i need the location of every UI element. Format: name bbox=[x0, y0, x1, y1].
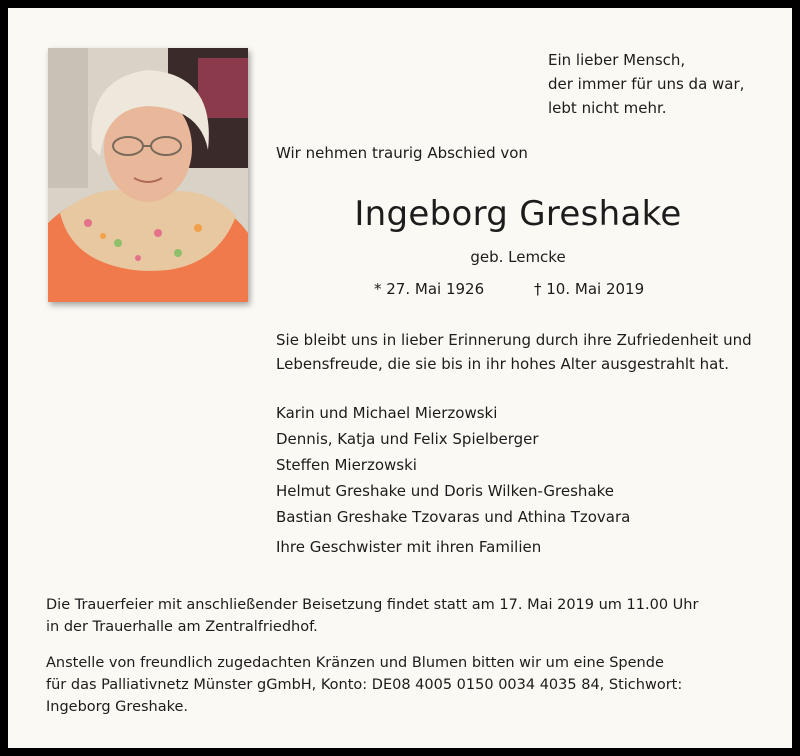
donation-line: für das Palliativnetz Münster gGmbH, Konto: DE08 4005 0150 0034 4035 84, Stichwort: bbox=[46, 677, 683, 693]
memory-text bbox=[276, 328, 776, 376]
donation-notice bbox=[46, 652, 766, 718]
family-member: Dennis, Katja und Felix Spielberger bbox=[276, 430, 539, 448]
family-member: Helmut Greshake und Doris Wilken-Greshake bbox=[276, 482, 615, 500]
donation-line: Anstelle von freundlich zugedachten Kränzen und Blumen bitten wir um eine Spende bbox=[46, 655, 664, 671]
donation-line: Ingeborg Greshake. bbox=[46, 699, 189, 715]
funeral-line: in der Trauerhalle am Zentralfriedhof. bbox=[46, 619, 318, 635]
maiden-name: geb. Lemcke bbox=[470, 248, 566, 266]
farewell-intro: Wir nehmen traurig Abschied von bbox=[276, 144, 528, 162]
birth-date: * 27. Mai 1926 bbox=[374, 280, 485, 298]
family-member: Steffen Mierzowski bbox=[276, 456, 417, 474]
family-member: Karin und Michael Mierzowski bbox=[276, 404, 498, 422]
motto-line: lebt nicht mehr. bbox=[548, 99, 667, 117]
portrait-illustration bbox=[48, 48, 248, 302]
portrait-photo bbox=[48, 48, 248, 302]
obituary-card bbox=[8, 8, 792, 748]
motto-verse bbox=[548, 48, 778, 120]
family-member: Bastian Greshake Tzovaras und Athina Tzovara bbox=[276, 508, 631, 526]
deceased-name: Ingeborg Greshake bbox=[354, 194, 682, 234]
motto-line: der immer für uns da war, bbox=[548, 75, 745, 93]
motto-line: Ein lieber Mensch, bbox=[548, 51, 686, 69]
memory-line: Lebensfreude, die sie bis in ihr hohes Alter ausgestrahlt hat. bbox=[276, 355, 729, 373]
death-date: † 10. Mai 2019 bbox=[534, 280, 645, 298]
memory-line: Sie bleibt uns in lieber Erinnerung durch ihre Zufriedenheit und bbox=[276, 331, 752, 349]
funeral-line: Die Trauerfeier mit anschließender Beisetzung findet statt am 17. Mai 2019 um 11.00 Uhr bbox=[46, 597, 699, 613]
family-list bbox=[276, 400, 630, 530]
siblings-line: Ihre Geschwister mit ihren Familien bbox=[276, 538, 542, 556]
funeral-notice bbox=[46, 594, 766, 638]
